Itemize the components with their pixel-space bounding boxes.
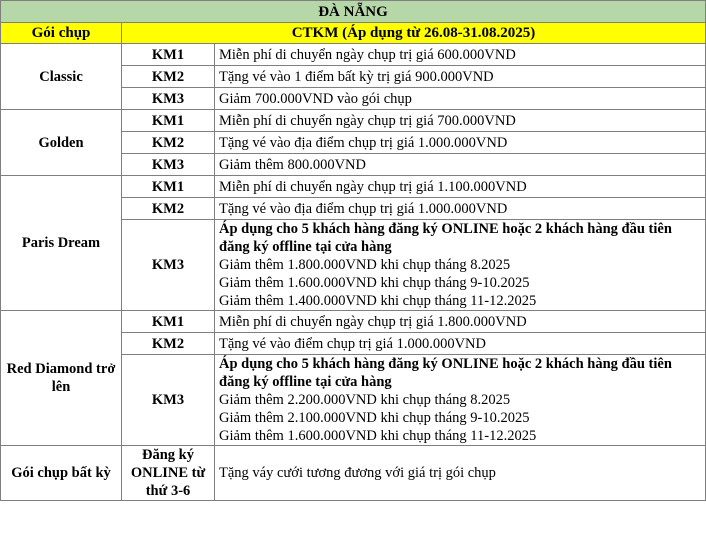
promo-code: KM1	[122, 176, 215, 198]
promo-code: KM3	[122, 355, 215, 446]
promo-text	[215, 355, 706, 446]
promo-code: KM3	[122, 154, 215, 176]
promo-condition: Áp dụng cho 5 khách hàng đăng ký ONLINE hoặc 2 khách hàng đầu tiên đăng ký offline tại cửa hàng	[219, 221, 672, 255]
promo-text: Miễn phí di chuyển ngày chụp trị giá 1.100.000VND	[215, 176, 706, 198]
table-row	[1, 311, 706, 333]
promo-code: KM3	[122, 220, 215, 311]
promo-text: Tặng vé vào địa điểm chụp trị giá 1.000.000VND	[215, 198, 706, 220]
promo-line: Giảm thêm 1.600.000VND khi chụp tháng 9-10.2025	[219, 275, 530, 291]
table-row	[1, 176, 706, 198]
promo-text: Tặng váy cưới tương đương với giá trị gói chụp	[215, 446, 706, 501]
table-row	[1, 44, 706, 66]
promo-code: KM2	[122, 333, 215, 355]
title-row	[1, 1, 706, 23]
promo-code: KM2	[122, 132, 215, 154]
promo-condition: Áp dụng cho 5 khách hàng đăng ký ONLINE hoặc 2 khách hàng đầu tiên đăng ký offline tại cửa hàng	[219, 356, 672, 390]
promo-text: Miễn phí di chuyển ngày chụp trị giá 700.000VND	[215, 110, 706, 132]
promo-text: Tặng vé vào điểm chụp trị giá 1.000.000VND	[215, 333, 706, 355]
promo-text: Miễn phí di chuyển ngày chụp trị giá 600.000VND	[215, 44, 706, 66]
header-package: Gói chụp	[1, 23, 122, 44]
promo-code: KM1	[122, 44, 215, 66]
package-paris-dream: Paris Dream	[1, 176, 122, 311]
package-any: Gói chụp bất kỳ	[1, 446, 122, 501]
promo-line: Giảm thêm 1.800.000VND khi chụp tháng 8.2025	[219, 257, 511, 273]
table-row	[1, 110, 706, 132]
promo-code: KM2	[122, 198, 215, 220]
promo-text: Tặng vé vào địa điểm chụp trị giá 1.000.000VND	[215, 132, 706, 154]
promo-text: Tặng vé vào 1 điểm bất kỳ trị giá 900.000VND	[215, 66, 706, 88]
promo-text	[215, 220, 706, 311]
header-row	[1, 23, 706, 44]
package-golden: Golden	[1, 110, 122, 176]
promo-code: KM1	[122, 110, 215, 132]
package-red-diamond: Red Diamond trở lên	[1, 311, 122, 446]
package-classic: Classic	[1, 44, 122, 110]
promo-code: KM1	[122, 311, 215, 333]
promo-line: Giảm thêm 1.600.000VND khi chụp tháng 11-12.2025	[219, 428, 537, 444]
table-title: ĐÀ NẴNG	[1, 1, 706, 23]
promo-line: Giảm thêm 2.100.000VND khi chụp tháng 9-10.2025	[219, 410, 530, 426]
promo-line: Giảm thêm 1.400.000VND khi chụp tháng 11-12.2025	[219, 293, 537, 309]
promo-text: Miễn phí di chuyển ngày chụp trị giá 1.800.000VND	[215, 311, 706, 333]
promo-line: Giảm thêm 2.200.000VND khi chụp tháng 8.2025	[219, 392, 511, 408]
table-row	[1, 446, 706, 501]
promo-text: Giảm 700.000VND vào gói chụp	[215, 88, 706, 110]
promo-code: KM2	[122, 66, 215, 88]
promo-code: Đăng ký ONLINE từ thứ 3-6	[122, 446, 215, 501]
header-promo: CTKM (Áp dụng từ 26.08-31.08.2025)	[122, 23, 706, 44]
promo-code: KM3	[122, 88, 215, 110]
promo-text: Giảm thêm 800.000VND	[215, 154, 706, 176]
